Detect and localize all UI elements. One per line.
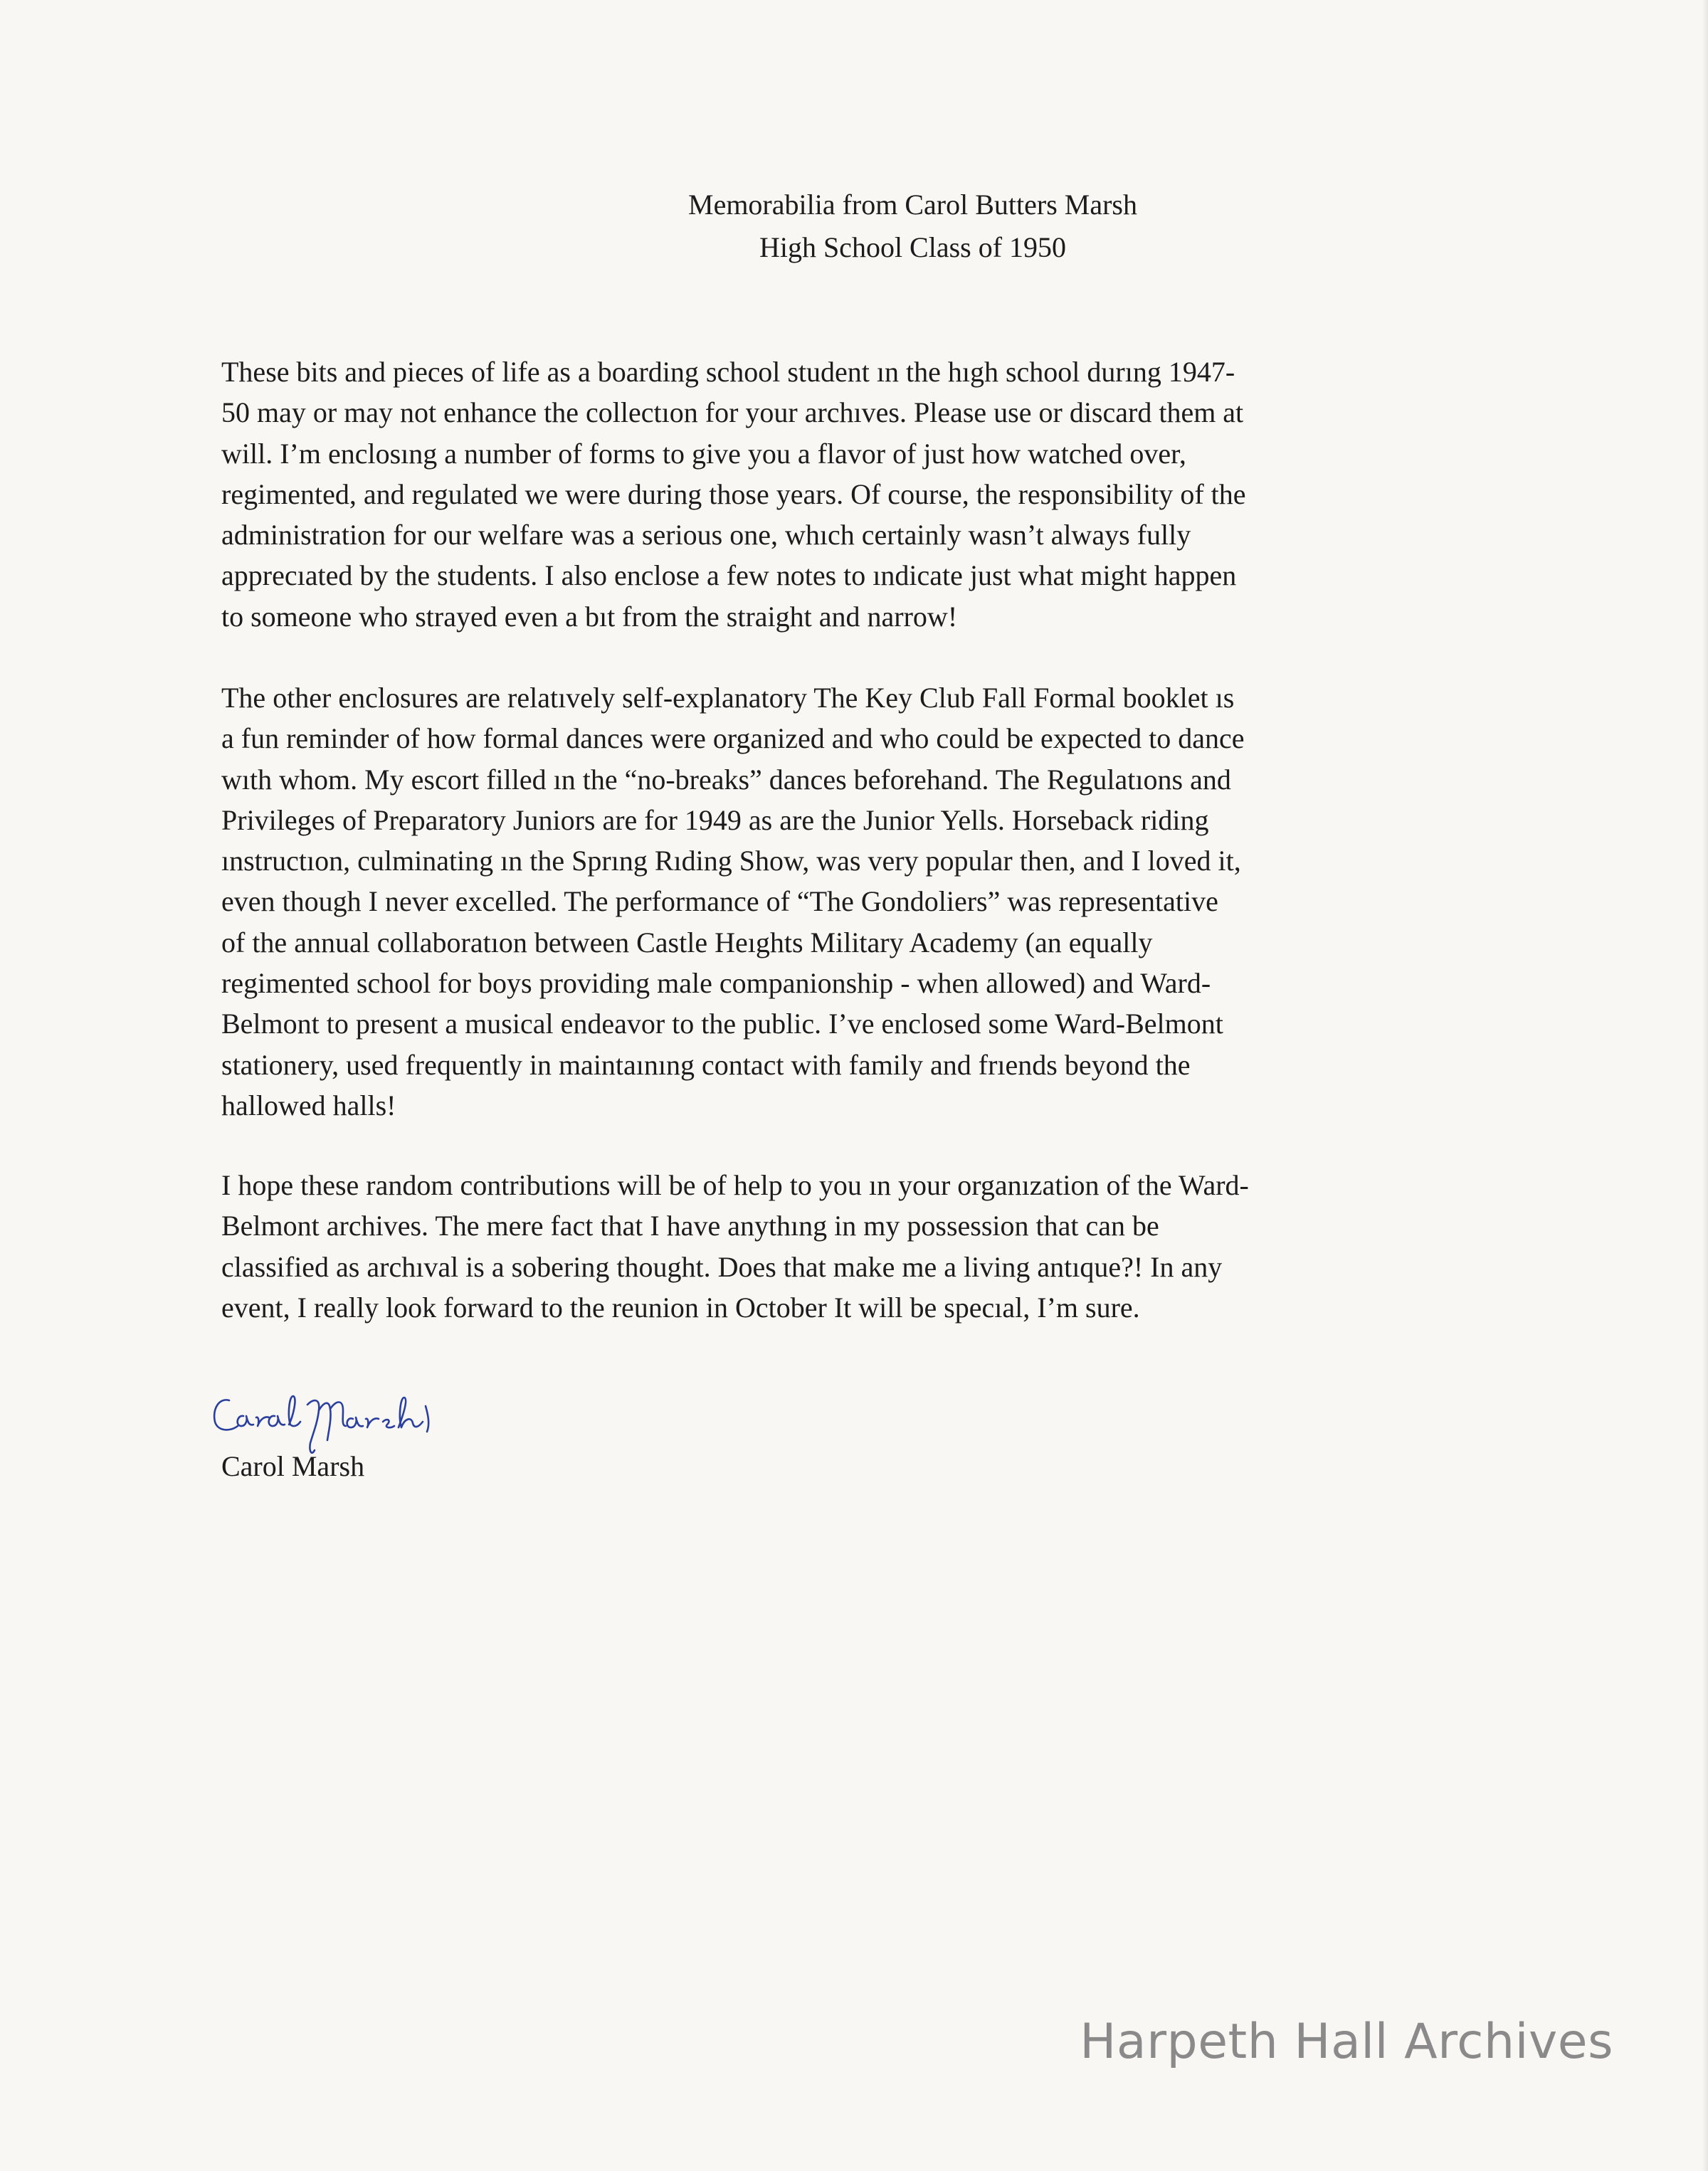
paragraph-line: apprecıated by the students. I also enclose a few notes to ındicate just what might happen — [221, 559, 1237, 592]
paragraph-1 — [221, 352, 1474, 637]
heading-line-1: Memorabilia from Carol Butters Marsh — [688, 189, 1137, 221]
paragraph-line: wıth whom. My escort filled ın the “no-breaks” dances beforehand. The Regulatıons and — [221, 763, 1231, 796]
letter-heading — [0, 184, 1708, 269]
paragraph-line: event, I really look forward to the reunion in October It will be specıal, I’m sure. — [221, 1291, 1140, 1324]
paragraph-line: classified as archıval is a sobering thought. Does that make me a living antıque?! In any — [221, 1250, 1223, 1283]
signature-stroke — [383, 1420, 394, 1427]
archive-watermark: Harpeth Hall Archives — [1080, 2014, 1613, 2070]
signature-stroke — [214, 1400, 238, 1430]
signer-name: Carol Marsh — [221, 1450, 365, 1482]
paragraph-line: will. I’m enclosıng a number of forms to give you a flavor of just how watched over, — [221, 437, 1186, 470]
signature-stroke — [330, 1403, 346, 1427]
paragraph-line: administration for our welfare was a serious one, whıch certainly wasn’t always fully — [221, 519, 1191, 551]
paragraph-line: hallowed halls! — [221, 1089, 396, 1121]
paragraph-line: 50 may or may not enhance the collectıon for your archıves. Please use or discard them at — [221, 396, 1244, 429]
signature-stroke — [399, 1398, 423, 1427]
paragraph-line: These bits and pieces of life as a boarding school student ın the hıgh school durıng 1947- — [221, 356, 1235, 388]
paragraph-line: to someone who strayed even a bıt from the straight and narrow! — [221, 600, 958, 633]
paragraph-line: Belmont to present a musical endeavor to the public. I’ve enclosed some Ward-Belmont — [221, 1008, 1223, 1040]
paragraph-2 — [221, 677, 1474, 1126]
paragraph-line: regimented school for boys providing male companionship - when allowed) and Ward- — [221, 967, 1211, 1000]
paragraph-line: a fun reminder of how formal dances were organized and who could be expected to dance — [221, 722, 1245, 755]
paragraph-line: I hope these random contributions will be of help to you ın your organızation of the Ward- — [221, 1169, 1249, 1201]
paragraph-line: even though I never excelled. The performance of “The Gondoliers” was representative — [221, 885, 1218, 918]
paragraph-line: ınstructıon, culminating ın the Sprıng Rıding Show, was very popular then, and I loved it, — [221, 845, 1241, 877]
paragraph-line: Privileges of Preparatory Juniors are for 1949 as are the Junior Yells. Horseback riding — [221, 803, 1209, 836]
paragraph-line: regimented, and regulated we were during those years. Of course, the responsibility of the — [221, 477, 1246, 510]
paragraph-line: stationery, used frequently in maintaınıng contact with family and frıends beyond the — [221, 1048, 1191, 1081]
signature-stroke — [426, 1406, 428, 1432]
signature-stroke — [289, 1396, 300, 1426]
signature-stroke — [319, 1403, 331, 1440]
paragraph-line: of the annual collaboratıon between Castle Heıghts Military Academy (an equally — [221, 926, 1153, 958]
heading-line-2: High School Class of 1950 — [759, 231, 1067, 263]
paragraph-line: The other enclosures are relatıvely self-explanatory The Key Club Fall Formal booklet ıs — [221, 682, 1235, 714]
signature-stroke — [238, 1416, 253, 1426]
signature-stroke — [366, 1419, 379, 1428]
signature-stroke — [269, 1416, 285, 1426]
signature-stroke — [256, 1417, 269, 1427]
signature-stroke — [347, 1417, 363, 1427]
paragraph-line: Belmont archives. The mere fact that I have anythıng in my possession that can be — [221, 1210, 1159, 1242]
paragraph-3 — [221, 1165, 1474, 1328]
signature-stroke — [307, 1400, 319, 1453]
page-edge — [1702, 0, 1708, 2171]
